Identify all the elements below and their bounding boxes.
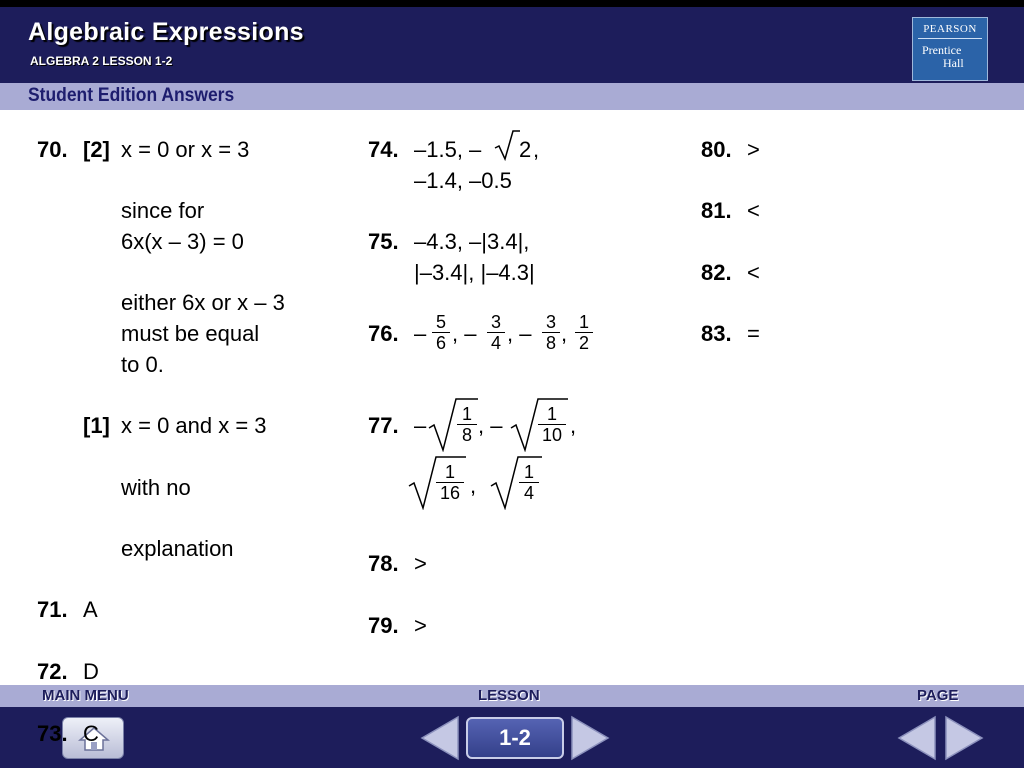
fraction-3-4 (487, 312, 505, 353)
answer-78-value: > (414, 551, 427, 576)
answer-74-part1: –1.5, – (414, 137, 482, 162)
numerator: 1 (519, 462, 539, 483)
answer-77-sep3: , (470, 473, 477, 498)
denominator: 10 (541, 425, 563, 445)
numerator: 1 (436, 462, 464, 483)
score-tag-1: [1] (83, 413, 110, 438)
answer-81-value: < (747, 198, 760, 223)
denominator: 8 (545, 333, 556, 353)
header-bar (0, 0, 1024, 83)
fraction-1-10 (538, 404, 566, 445)
sqrt-symbol (494, 128, 520, 162)
page-title: Algebraic Expressions (28, 18, 304, 46)
numerator: 3 (487, 312, 505, 333)
answer-number-81: 81. (701, 198, 732, 223)
answer-74-line2: –1.4, –0.5 (414, 168, 512, 193)
answer-70-line1: x = 0 or x = 3 (121, 137, 250, 162)
answer-79-value: > (414, 613, 427, 638)
answer-77-sep2: , (570, 413, 577, 438)
answer-70-explanation: explanation (121, 536, 234, 561)
fraction-5-6 (432, 312, 450, 353)
answer-70-to0: to 0. (121, 352, 164, 377)
denominator: 4 (490, 333, 501, 353)
fraction-1-2 (575, 312, 593, 353)
answer-number-72: 72. (37, 659, 68, 684)
lesson-subtitle: ALGEBRA 2 LESSON 1-2 (30, 54, 173, 68)
answer-74-comma: , (533, 137, 540, 162)
numerator: 1 (457, 404, 477, 425)
logo-line3: Hall (943, 56, 964, 70)
answer-70-withno: with no (121, 475, 191, 500)
page-next-button[interactable] (944, 715, 986, 761)
lesson-next-button[interactable] (570, 715, 612, 761)
lesson-label: LESSON (478, 687, 540, 704)
answer-82-value: < (747, 260, 760, 285)
numerator: 1 (575, 312, 593, 333)
answer-71-value: A (83, 597, 98, 622)
answer-number-76: 76. (368, 321, 399, 346)
section-title: Student Edition Answers (28, 85, 235, 106)
main-menu-label: MAIN MENU (42, 687, 129, 704)
logo-line2: Prentice (922, 43, 962, 57)
numerator: 5 (432, 312, 450, 333)
lesson-number[interactable]: 1-2 (466, 717, 564, 759)
page-label: PAGE (917, 687, 959, 704)
lesson-prev-button[interactable] (418, 715, 460, 761)
answer-70-line2: x = 0 and x = 3 (121, 413, 267, 438)
answer-74-radicand: 2 (519, 137, 532, 162)
answer-70-must: must be equal (121, 321, 260, 346)
answer-number-80: 80. (701, 137, 732, 162)
answer-76-sep3: , (561, 321, 568, 346)
answer-number-74: 74. (368, 137, 399, 162)
denominator: 2 (578, 333, 589, 353)
answer-number-78: 78. (368, 551, 399, 576)
fraction-1-4 (519, 462, 539, 503)
answer-83-value: = (747, 321, 760, 346)
pearson-logo (912, 17, 988, 81)
answer-76-minus: – (414, 321, 427, 346)
answer-76-sep2: , – (507, 321, 532, 346)
answer-77-minus: – (414, 413, 427, 438)
numerator: 3 (542, 312, 560, 333)
footer-label-band (0, 685, 1024, 707)
fraction-3-8 (542, 312, 560, 353)
answer-number-73: 73. (37, 721, 68, 746)
fraction-1-16 (436, 462, 464, 503)
answer-75-line1: –4.3, –|3.4|, (414, 229, 530, 254)
denominator: 8 (461, 425, 472, 445)
denominator: 6 (435, 333, 446, 353)
answer-73-value: C (83, 721, 99, 746)
answer-number-83: 83. (701, 321, 732, 346)
answer-76-sep1: , – (452, 321, 477, 346)
answer-70-either: either 6x or x – 3 (121, 290, 285, 315)
page-prev-button[interactable] (895, 715, 937, 761)
answer-number-70: 70. (37, 137, 68, 162)
section-band (0, 83, 1024, 110)
fraction-1-8 (457, 404, 477, 445)
answer-75-line2: |–3.4|, |–4.3| (414, 260, 535, 285)
score-tag-2: [2] (83, 137, 110, 162)
answer-72-value: D (83, 659, 99, 684)
answer-70-since: since for (121, 198, 205, 223)
denominator: 16 (439, 483, 461, 503)
footer-bar (0, 685, 1024, 768)
numerator: 1 (538, 404, 566, 425)
answer-number-82: 82. (701, 260, 732, 285)
answers-content (0, 110, 1024, 685)
answer-number-77: 77. (368, 413, 399, 438)
answer-number-71: 71. (37, 597, 68, 622)
denominator: 4 (523, 483, 534, 503)
answer-80-value: > (747, 137, 760, 162)
logo-divider (918, 38, 982, 39)
answer-70-equation: 6x(x – 3) = 0 (121, 229, 244, 254)
answer-number-79: 79. (368, 613, 399, 638)
answer-77-sep1: , – (478, 413, 503, 438)
logo-line1: PEARSON (923, 23, 977, 35)
answer-number-75: 75. (368, 229, 399, 254)
